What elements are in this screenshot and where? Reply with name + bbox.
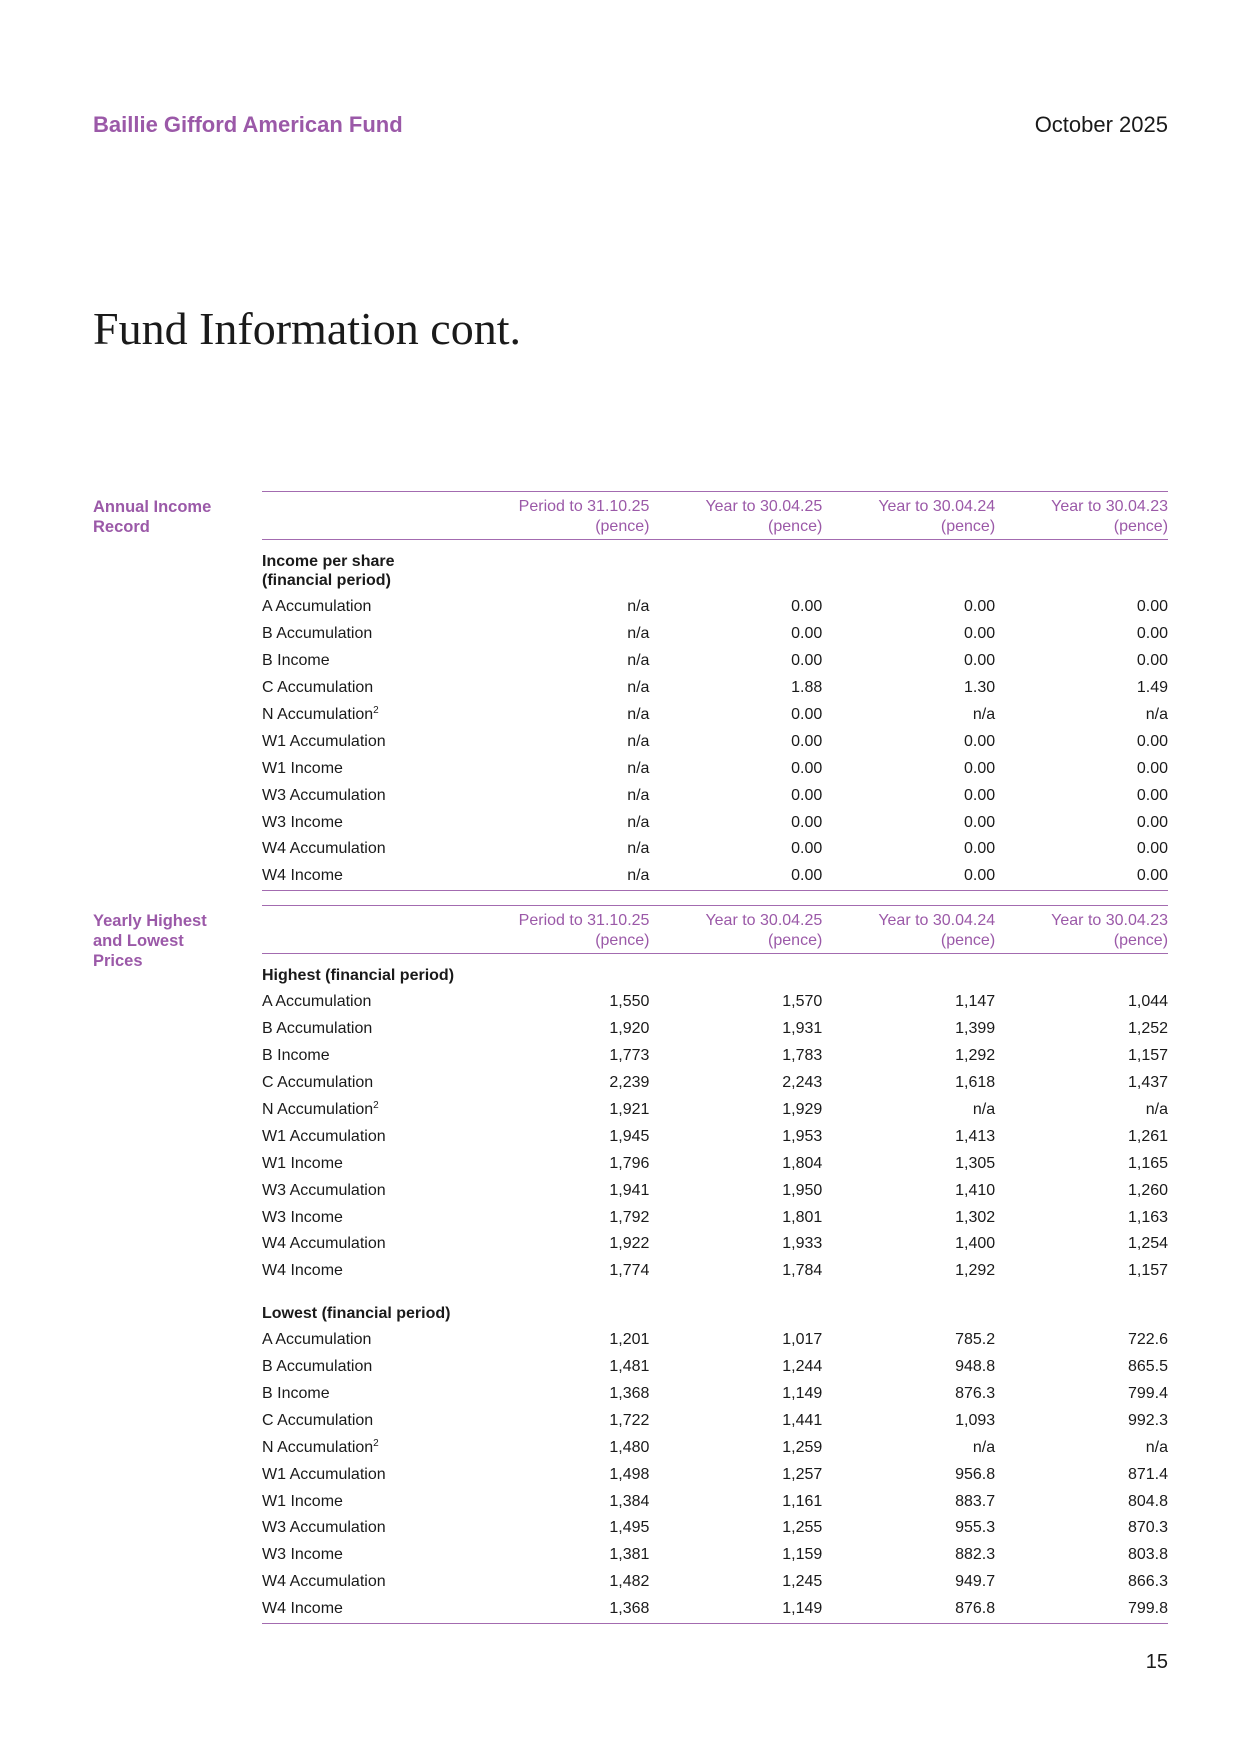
table-cell: 1,410 <box>955 1181 996 1199</box>
table-cell: 1,933 <box>782 1235 823 1253</box>
table-cell: 1,149 <box>782 1600 823 1618</box>
share-class-label <box>262 1331 477 1349</box>
table-cell: 804.8 <box>1127 1492 1169 1510</box>
table-row <box>262 863 1168 890</box>
table-cell: 0.00 <box>791 625 823 643</box>
share-class-name: W1 Income <box>262 759 343 777</box>
share-class-name: B Accumulation <box>262 1020 373 1038</box>
prices-section-label <box>93 911 233 971</box>
share-class-label <box>262 1235 477 1253</box>
table-cell: 1,922 <box>609 1235 650 1253</box>
table-cell: 0.00 <box>964 625 996 643</box>
table-cell: 0.00 <box>964 759 996 777</box>
table-cell: 1,093 <box>955 1411 996 1429</box>
table-cell: 0.00 <box>1136 867 1169 885</box>
table-cell: 0.00 <box>1136 759 1169 777</box>
share-class-name: N Accumulation <box>262 1438 374 1456</box>
table-cell: 876.8 <box>955 1600 996 1618</box>
table-cell: 0.00 <box>791 813 823 831</box>
share-class-label <box>262 1128 477 1146</box>
table-cell: 1,381 <box>609 1546 650 1564</box>
column-header-unit: (pence) <box>1113 932 1169 949</box>
column-header-period: Period to 31.10.25 <box>518 912 650 929</box>
table-cell: 871.4 <box>1127 1465 1169 1483</box>
column-header <box>477 497 650 537</box>
share-class-label <box>262 679 477 697</box>
table-cell: 1,570 <box>782 993 823 1011</box>
share-class-name: W1 Income <box>262 1154 343 1172</box>
column-header-unit: (pence) <box>595 518 650 535</box>
table-cell: 949.7 <box>955 1573 996 1591</box>
section-label-line: Prices <box>93 952 143 970</box>
share-class-name: A Accumulation <box>262 993 372 1011</box>
table-cell: 1,920 <box>609 1020 650 1038</box>
table-cell: 1,163 <box>1127 1208 1169 1226</box>
table-cell: n/a <box>627 867 650 885</box>
table-cell: n/a <box>627 813 650 831</box>
share-class-name: W3 Income <box>262 1208 343 1226</box>
table-cell: 1,413 <box>955 1127 996 1145</box>
share-class-label <box>262 1600 477 1618</box>
share-class-name: N Accumulation <box>262 1101 374 1118</box>
table-header <box>262 906 1168 954</box>
column-header <box>822 911 995 951</box>
section-label-line: Annual Income <box>93 498 212 516</box>
table-cell: 1,921 <box>609 1101 650 1118</box>
share-class-label <box>262 598 477 616</box>
table-cell: 1,157 <box>1127 1047 1169 1065</box>
share-class-label <box>262 1020 477 1038</box>
share-class-name: W3 Income <box>262 813 343 831</box>
table-row <box>262 1150 1168 1177</box>
table-row <box>262 1596 1168 1623</box>
table-cell: 0.00 <box>1136 625 1169 643</box>
table-cell: 0.00 <box>964 840 996 858</box>
table-cell: n/a <box>627 652 650 670</box>
table-cell: 1,245 <box>782 1573 823 1591</box>
table-cell: 1,257 <box>782 1465 823 1483</box>
table-cell: 0.00 <box>791 786 823 804</box>
column-header-period: Year to 30.04.25 <box>705 498 823 515</box>
table-cell: 948.8 <box>955 1358 996 1376</box>
page-title: Fund Information cont. <box>93 303 521 354</box>
table-cell: 1,302 <box>955 1208 996 1226</box>
table-row <box>262 1097 1168 1124</box>
share-class-name: W4 Accumulation <box>262 1235 386 1253</box>
table-cell: 1,941 <box>609 1181 650 1199</box>
table-cell: 2,239 <box>609 1074 650 1092</box>
table-cell: 0.00 <box>1136 786 1169 804</box>
share-class-name: W1 Income <box>262 1492 343 1510</box>
share-class-label <box>262 1493 477 1511</box>
column-header-unit: (pence) <box>768 932 823 949</box>
table-cell: 1,480 <box>609 1438 650 1456</box>
share-class-name: W3 Accumulation <box>262 786 386 804</box>
table-cell: n/a <box>627 625 650 643</box>
table-cell: 1,437 <box>1127 1074 1169 1092</box>
share-class-label <box>262 1573 477 1591</box>
table-cell: 1,931 <box>782 1020 823 1038</box>
table-cell: 1,784 <box>782 1262 823 1280</box>
column-header-unit: (pence) <box>940 932 996 949</box>
table-cell: 1,950 <box>782 1181 823 1199</box>
header-spacer <box>262 497 477 537</box>
share-class-name: W4 Income <box>262 1262 343 1280</box>
column-header <box>995 911 1168 951</box>
table-cell: 1,292 <box>955 1047 996 1065</box>
table-cell: 799.4 <box>1127 1385 1169 1403</box>
share-class-label <box>262 1466 477 1484</box>
document-date: October 2025 <box>1034 112 1168 137</box>
fund-name: Baillie Gifford American Fund <box>93 112 403 137</box>
table-cell: n/a <box>1145 1438 1169 1456</box>
table-row <box>262 1488 1168 1515</box>
table-cell: 865.5 <box>1127 1358 1169 1376</box>
table-cell: 785.2 <box>955 1331 996 1349</box>
table-row <box>262 1407 1168 1434</box>
share-class-name: B Income <box>262 1385 330 1403</box>
table-row <box>262 1070 1168 1097</box>
table-cell: 0.00 <box>1136 732 1169 750</box>
share-class-name: B Income <box>262 652 330 670</box>
section-label-line: Yearly Highest <box>93 912 207 930</box>
annual-income-table <box>262 491 1168 891</box>
share-class-label <box>262 1358 477 1376</box>
share-class-label <box>262 993 477 1011</box>
table-row <box>262 1327 1168 1354</box>
share-class-label <box>262 1546 477 1564</box>
share-class-label <box>262 1209 477 1227</box>
table-cell: 876.3 <box>955 1385 996 1403</box>
table-cell: 1,254 <box>1127 1235 1169 1253</box>
table-cell: n/a <box>972 1438 996 1456</box>
table-row <box>262 594 1168 621</box>
table-cell: 0.00 <box>1136 652 1169 670</box>
table-cell: n/a <box>627 598 650 616</box>
table-cell: 1,441 <box>782 1411 823 1429</box>
share-class-name: W1 Accumulation <box>262 732 386 750</box>
table-cell: 0.00 <box>1136 813 1169 831</box>
share-class-label <box>262 1047 477 1065</box>
share-class-name: W3 Accumulation <box>262 1181 386 1199</box>
table-cell: 0.00 <box>964 867 996 885</box>
table-cell: 992.3 <box>1127 1411 1169 1429</box>
table-row <box>262 1204 1168 1231</box>
table-row <box>262 1569 1168 1596</box>
share-class-label <box>262 652 477 670</box>
table-cell: 1,244 <box>782 1358 823 1376</box>
column-header <box>995 497 1168 537</box>
table-cell: 1,201 <box>609 1331 650 1349</box>
table-cell: 1,147 <box>955 993 996 1011</box>
table-row <box>262 1515 1168 1542</box>
table-cell: 722.6 <box>1127 1331 1169 1349</box>
column-header-period: Year to 30.04.24 <box>878 912 996 929</box>
table-row <box>262 755 1168 782</box>
share-class-label <box>262 625 477 643</box>
highest-rows <box>262 989 1168 1285</box>
column-header <box>822 497 995 537</box>
table-row <box>262 1542 1168 1569</box>
share-class-label <box>262 760 477 778</box>
column-header-period: Year to 30.04.23 <box>1051 498 1169 515</box>
share-class-name: W3 Income <box>262 1546 343 1564</box>
table-cell: 1,255 <box>782 1519 823 1537</box>
share-class-name: W1 Accumulation <box>262 1465 386 1483</box>
table-cell: 0.00 <box>964 598 996 616</box>
table-row <box>262 1381 1168 1408</box>
section-label-line: Record <box>93 518 150 536</box>
table-row <box>262 675 1168 702</box>
column-header-period: Year to 30.04.23 <box>1051 912 1169 929</box>
annual-income-section-label <box>93 497 233 537</box>
table-cell: 1.49 <box>1136 679 1169 697</box>
table-cell: 1,550 <box>609 993 650 1011</box>
column-header-unit: (pence) <box>1113 518 1169 535</box>
table-cell: 1,801 <box>782 1208 823 1226</box>
table-cell: 1,400 <box>955 1235 996 1253</box>
table-cell: 882.3 <box>955 1546 996 1564</box>
table-cell: 883.7 <box>955 1492 996 1510</box>
share-class-name: C Accumulation <box>262 1411 374 1429</box>
table-cell: n/a <box>627 679 650 697</box>
table-cell: 0.00 <box>791 840 823 858</box>
table-cell: 0.00 <box>964 732 996 750</box>
table-cell: 956.8 <box>955 1465 996 1483</box>
table-cell: 0.00 <box>964 786 996 804</box>
table-cell: n/a <box>627 732 650 750</box>
highest-title: Highest (financial period) <box>262 967 455 984</box>
section-label-line: and Lowest <box>93 932 184 950</box>
table-cell: 1,773 <box>609 1047 650 1065</box>
table-cell: 1,482 <box>609 1573 650 1591</box>
income-per-share-title <box>262 540 1168 594</box>
table-row <box>262 1231 1168 1258</box>
income-rows <box>262 594 1168 890</box>
table-cell: n/a <box>1145 706 1169 723</box>
share-class-label <box>262 1155 477 1173</box>
table-cell: 1,618 <box>955 1074 996 1092</box>
table-row <box>262 648 1168 675</box>
table-row <box>262 1258 1168 1285</box>
table-row <box>262 1434 1168 1461</box>
share-class-name: W4 Accumulation <box>262 1573 386 1591</box>
table-row <box>262 1177 1168 1204</box>
share-class-name: B Accumulation <box>262 625 373 643</box>
share-class-name: C Accumulation <box>262 1074 374 1092</box>
table-cell: 1,159 <box>782 1546 823 1564</box>
column-header-period: Period to 31.10.25 <box>518 498 650 515</box>
share-class-label <box>262 1439 477 1457</box>
table-cell: 955.3 <box>955 1519 996 1537</box>
share-class-label <box>262 733 477 751</box>
table-row <box>262 621 1168 648</box>
table-cell: 1,368 <box>609 1385 650 1403</box>
share-class-name: N Accumulation <box>262 706 374 723</box>
table-cell: 1.88 <box>791 679 823 697</box>
table-cell: 0.00 <box>791 732 823 750</box>
table-row <box>262 782 1168 809</box>
table-cell: 1,804 <box>782 1154 823 1172</box>
share-class-name: W4 Income <box>262 867 343 885</box>
table-cell: 799.8 <box>1127 1600 1169 1618</box>
share-class-label <box>262 706 477 724</box>
table-row <box>262 809 1168 836</box>
table-cell: 1,498 <box>609 1465 650 1483</box>
table-cell: 1,399 <box>955 1020 996 1038</box>
table-cell: 1,017 <box>782 1331 823 1349</box>
column-header-period: Year to 30.04.25 <box>705 912 823 929</box>
share-class-label <box>262 867 477 885</box>
column-header <box>649 497 822 537</box>
share-class-label <box>262 1412 477 1430</box>
table-row <box>262 702 1168 729</box>
table-cell: n/a <box>627 759 650 777</box>
column-header <box>649 911 822 951</box>
table-header <box>262 492 1168 540</box>
table-cell: 870.3 <box>1127 1519 1169 1537</box>
table-cell: 1,384 <box>609 1492 650 1510</box>
table-row <box>262 836 1168 863</box>
footnote-marker: 2 <box>373 705 379 716</box>
table-cell: 1,953 <box>782 1127 823 1145</box>
group-title-line: Income per share <box>262 553 395 570</box>
share-class-label <box>262 1101 477 1119</box>
share-class-name: A Accumulation <box>262 598 372 616</box>
table-cell: 0.00 <box>791 652 823 670</box>
table-cell: n/a <box>972 706 996 723</box>
share-class-label <box>262 787 477 805</box>
table-cell: 0.00 <box>791 706 823 723</box>
table-cell: 1,149 <box>782 1385 823 1403</box>
column-header-unit: (pence) <box>768 518 823 535</box>
column-header-unit: (pence) <box>595 932 650 949</box>
table-row <box>262 1461 1168 1488</box>
table-cell: 1,945 <box>609 1127 650 1145</box>
table-cell: 866.3 <box>1127 1573 1169 1591</box>
table-row <box>262 1016 1168 1043</box>
table-cell: 0.00 <box>964 652 996 670</box>
share-class-name: W4 Accumulation <box>262 840 386 858</box>
table-row <box>262 1354 1168 1381</box>
table-row <box>262 728 1168 755</box>
table-cell: 2,243 <box>782 1074 823 1092</box>
footnote-marker: 2 <box>373 1437 379 1449</box>
table-cell: 1,161 <box>782 1492 823 1510</box>
table-cell: 1,157 <box>1127 1262 1169 1280</box>
table-cell: n/a <box>627 840 650 858</box>
header-spacer <box>262 911 477 951</box>
share-class-label <box>262 1262 477 1280</box>
prices-table <box>262 905 1168 1624</box>
table-cell: 0.00 <box>964 813 996 831</box>
column-header <box>477 911 650 951</box>
table-cell: 1,481 <box>609 1358 650 1376</box>
table-cell: 0.00 <box>791 598 823 616</box>
table-cell: 1,774 <box>609 1262 650 1280</box>
table-cell: 1,792 <box>609 1208 650 1226</box>
lowest-rows <box>262 1327 1168 1623</box>
table-cell: 1,165 <box>1127 1154 1169 1172</box>
table-row <box>262 1043 1168 1070</box>
table-cell: n/a <box>627 786 650 804</box>
table-cell: 1,261 <box>1127 1127 1169 1145</box>
share-class-name: B Accumulation <box>262 1358 373 1376</box>
share-class-name: A Accumulation <box>262 1331 372 1349</box>
page-number: 15 <box>1145 1651 1168 1673</box>
table-cell: 1,044 <box>1127 993 1169 1011</box>
table-cell: 1,368 <box>609 1600 650 1618</box>
table-cell: 0.00 <box>791 867 823 885</box>
table-cell: 0.00 <box>1136 598 1169 616</box>
table-cell: n/a <box>972 1101 996 1118</box>
table-cell: 1,783 <box>782 1047 823 1065</box>
table-cell: n/a <box>627 706 650 723</box>
table-cell: 1,495 <box>609 1519 650 1537</box>
share-class-label <box>262 840 477 858</box>
table-cell: 0.00 <box>1136 840 1169 858</box>
table-cell: 0.00 <box>791 759 823 777</box>
group-title-line: (financial period) <box>262 572 391 589</box>
table-cell: 1,305 <box>955 1154 996 1172</box>
table-cell: 1,292 <box>955 1262 996 1280</box>
table-cell: 1,260 <box>1127 1181 1169 1199</box>
table-cell: 1,252 <box>1127 1020 1169 1038</box>
table-cell: 1,796 <box>609 1154 650 1172</box>
share-class-label <box>262 1074 477 1092</box>
share-class-name: W4 Income <box>262 1600 343 1618</box>
table-cell: 803.8 <box>1127 1546 1169 1564</box>
footnote-marker: 2 <box>373 1100 379 1111</box>
table-cell: 1.30 <box>964 679 996 697</box>
share-class-label <box>262 1182 477 1200</box>
table-cell: 1,722 <box>609 1411 650 1429</box>
lowest-title: Lowest (financial period) <box>262 1304 451 1322</box>
share-class-name: W3 Accumulation <box>262 1519 386 1537</box>
table-row <box>262 989 1168 1016</box>
table-cell: 1,259 <box>782 1438 823 1456</box>
table-row <box>262 1123 1168 1150</box>
share-class-label <box>262 1385 477 1403</box>
share-class-name: B Income <box>262 1047 330 1065</box>
column-header-unit: (pence) <box>940 518 996 535</box>
share-class-name: W1 Accumulation <box>262 1127 386 1145</box>
share-class-label <box>262 1519 477 1537</box>
table-cell: 1,929 <box>782 1101 823 1118</box>
share-class-label <box>262 814 477 832</box>
table-cell: n/a <box>1145 1101 1169 1118</box>
column-header-period: Year to 30.04.24 <box>878 498 996 515</box>
share-class-name: C Accumulation <box>262 679 374 697</box>
